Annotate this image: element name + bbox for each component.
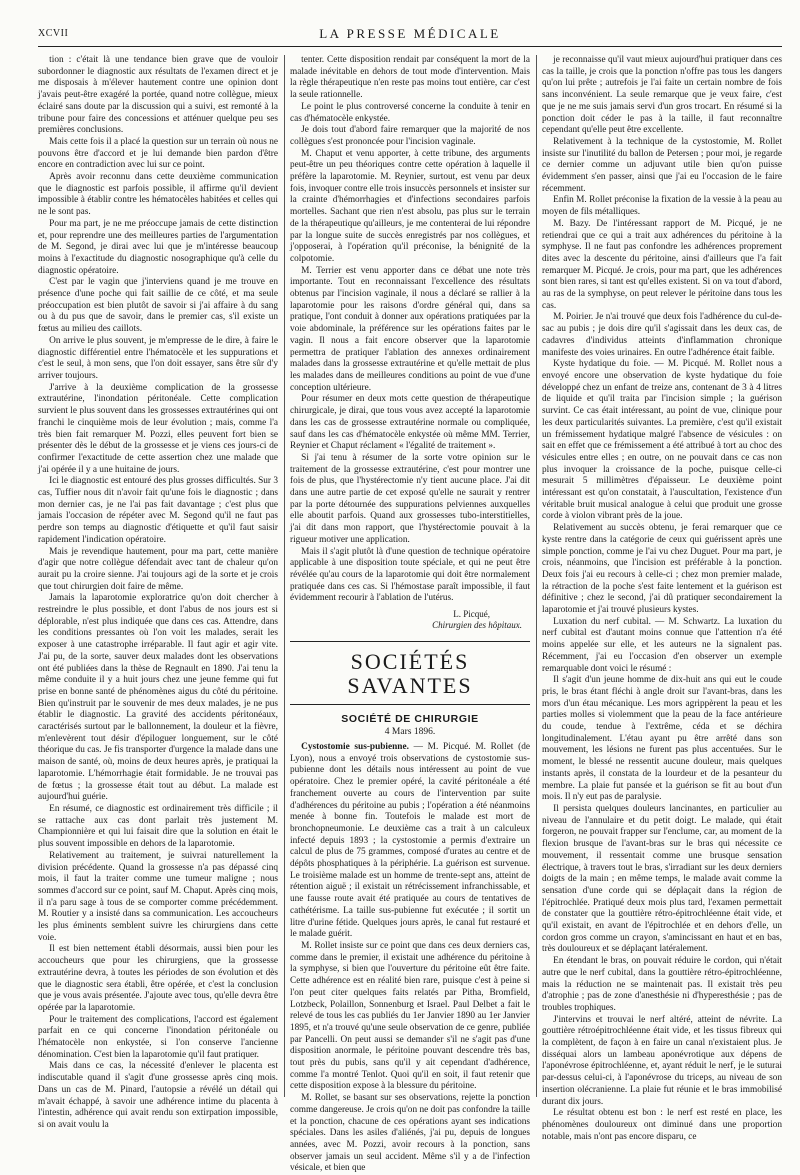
paragraph: Mais il s'agit plutôt là d'une question de technique opératoire applicable à une disposition toute spéciale, et qui ne peut être révélée qu'au cours de la laparotomie qui doit être normalement pratiquée dans ces cas. Si l'hémostase paraît impossible, il faut évidemment recourir à l'ablation de l'utérus. [290,546,530,604]
paragraph: Ici le diagnostic est entouré des plus grosses difficultés. Sur 3 cas, Tuffier nous dit n'avoir fait qu'une fois le diagnostic ; dans mon dernier cas, je ne l'ai pas fait davantage ; c'est plus que jamais l'occasion de répéter avec M. Segond qu'il ne faut pas perdre son temps au diagnostic d'étiquette et qu'il faut saisir rapidement l'indication opératoire. [38,476,279,545]
paragraph: M. Terrier est venu apporter dans ce débat une note très importante. Tout en reconnaissant l'excellence des résultats obtenus par l'incision vaginale, il nous a déclaré se rallier à la laparotomie pour les raisons d'ordre général qui, dans sa pratique, l'ont conduit à donner aux opérations pratiquées par la voie abdominale, la préférence sur les opérations faites par le vagin. Il nous a fait encore observer que la laparotomie permettra de pratiquer l'ablation des annexes ordinairement malades dans la grossesse extrautérine et qu'elle mettait de plus les malades dans de meilleures conditions au point de vue d'une conception ultérieure. [290,265,530,393]
paragraph: tion : c'était là une tendance bien grave que de vouloir subordonner le diagnostic aux résultats de l'examen direct et je me disposais à m'élever hautement contre une opinion dont j'avais peut-être exagéré la portée, quand notre collègue, mieux éclairé sans doute par la discussion qui a suivi, est remonté à la tribune pour faire des concessions et atténuer quelque peu ses premières conclusions. [38,55,278,136]
paragraph: Enfin M. Rollet préconise la fixation de la vessie à la peau au moyen de fils métalliques. [542,195,782,218]
signature-name: L. Picqué, [453,609,490,620]
item-author: — M. Picqué. [408,742,471,753]
journal-title: LA PRESSE MÉDICALE [319,26,501,41]
paragraph: tenter. Cette disposition rendait par conséquent la mort de la malade inévitable en dehors de tout mode d'intervention. Mais la règle thérapeutique n'en reste pas moins tout entière, car c'est la seule rationnelle. [290,55,530,101]
paragraph: Pour ma part, je ne me préoccupe jamais de cette distinction et, pour reprendre une des meilleures parties de l'argumentation de M. Segond, je dirai avec lui que je m'intéresse beaucoup moins à l'exactitude du diagnostic nosographique qu'à celle du diagnostic opératoire. [38,218,278,276]
paragraph: M. Rollet, se basant sur ses observations, rejette la ponction comme dangereuse. Je crois qu'on ne doit pas confondre la taille et la ponction, chacune de ces opérations ayant ses indications spéciales. Dans les asiles d'aliénés, j'ai pu, depuis de longues années, avec M. Pozzi, avoir recours à la ponction, sans observer jamais un seul accident. Même s'il y a de l'infection vésicale, et bien que [290,1093,530,1174]
paragraph: je reconnaisse qu'il vaut mieux aujourd'hui pratiquer dans ces cas la taille, je crois que la ponction n'offre pas tous les dangers qu'on lui prête ; autrefois je l'ai faite un certain nombre de fois sans inconvénient. La seule remarque que je veux faire, c'est que je ne me suis jamais servi d'un gros trocart. En résumé si la ponction doit céder le pas à la taille, il faut reconnaître cependant qu'elle peut être excellente. [542,55,782,136]
paragraph: C'est par le vagin que j'interviens quand je me trouve en présence d'une poche qui fait saillie de ce côté, et ma seule préoccupation est bien plutôt de savoir si j'ai affaire à du sang ou à du pus que de savoir, dans le premier cas, s'il existe un fœtus au milieu des caillots. [38,277,278,335]
paragraph: Mais je revendique hautement, pour ma part, cette manière d'agir que notre collègue défendait avec tant de chaleur qu'on aurait pu la croire sienne. J'ai toujours agi de la sorte et je crois que tout chirurgien doit faire de même. [38,546,278,592]
paragraph: Relativement au succès obtenu, je ferai remarquer que ce kyste rentre dans la catégorie de ceux qui guérissent après une simple ponction, comme je l'ai vu chez Duguet. Pour ma part, je crois, néanmoins, que l'incision est préférable à la ponction. Deux fois j'ai eu recours à celle-ci ; chez mon premier malade, la rétraction de la poche s'est faite lentement et la guérison est définitive ; chez le second, j'ai dû pratiquer secondairement la laparotomie et j'ai trouvé plusieurs kystes. [542,523,782,616]
paragraph: M. Rollet insiste sur ce point que dans ces deux derniers cas, comme dans le premier, il existait une adhérence du péritoine à la symphyse, si bien que l'ouverture du péritoine eût être faite. Cette adhérence est en réalité bien rare, puisque c'est à peine si l'on peut citer quelques faits relatés par Pitha, Bromfield, Lotzbeck, Polaillon, Sonnenburg et Israel. Paul Delbet a fait le relevé de tous les cas publiés du 1er Janvier 1890 au 1er Janvier 1895, et n'a trouvé qu'une seule observation de ce genre, publiée par Pancelli. On peut aussi se demander s'il ne s'agit pas d'une disposition anormale, le péritoine pouvant descendre très bas, tout près du pubis, sans qu'il y ait cependant d'adhérence, comme l'a montré Tenlot. Quoi qu'il en soit, il faut retenir que cette disposition expose à la blessure du péritoine. [290,941,530,1092]
paragraph: Le point le plus controversé concerne la conduite à tenir en cas d'hématocèle enkystée. [290,101,530,124]
paragraph: Jamais la laparotomie exploratrice qu'on doit chercher à restreindre le plus possible, et dont l'abus de nos jours est si déplorable, n'est plus indiquée que dans ces cas. Attendre, dans les conditions pressantes où l'on voit les malades, serait les exposer à une catastrophe irréparable. Il faut agir et agir vite. J'ai pu, de la sorte, sauver deux malades dont les observations ont été publiées dans la thèse de Regnault en 1890. J'ai tenu la même conduite il y a huit jours chez une jeune femme qui fut prise en bonne santé de phénomènes aigus du côté du péritoine. Bien qu'instruit par le souvenir de mes deux malades, je ne pus établir le diagnostic. La gravité des accidents péritonéaux, caractérisés surtout par le ballonnement, la douleur et la fièvre, m'enlevèrent tout désir d'épiloguer longuement, sur le côté théorique du cas. Je fis transporter d'urgence la malade dans une maison de santé, où, moins de deux heures après, je pratiquai la laparotomie. L'hémorrhagie était formidable. Je ne trouvai pas de fœtus ; la grossesse était tout au début. La malade est aujourd'hui guérie. [38,593,278,803]
paragraph: Relativement à la technique de la cystostomie, M. Rollet insiste sur l'inutilité du ballon de Petersen ; pour moi, je regarde ce dernier comme un adjuvant utile bien qu'on puisse évidemment s'en passer, ainsi que j'ai eu l'occasion de le faire récemment. [542,136,782,194]
paragraph: Si j'ai tenu à résumer de la sorte votre opinion sur le traitement de la grossesse extrautérine, c'est pour montrer une fois de plus, que l'hystérectomie n'y tient aucune place. J'ai dit dans une autre partie de cet exposé qu'elle ne saurait y rentrer par la porte détournée des suppurations pelviennes auxquelles elle aboutit parfois. Quand aux grossesses tubo-interstitielles, j'ai dit dans mon rapport, que l'hystérectomie pouvait à la rigueur motiver une application. [290,452,530,545]
paragraph: Je dois tout d'abord faire remarquer que la majorité de nos collègues s'est prononcée pour l'incision vaginale. [290,125,530,147]
paragraph: Mais cette fois il a placé la question sur un terrain où nous ne pouvons être d'accord et je lui demande bien pardon d'être encore en contradiction avec lui sur ce point. [38,136,278,171]
paragraph: Le résultat obtenu est bon : le nerf est resté en place, les phénomènes douloureux ont diminué dans une proportion notable, mais n'ont pas encore disparu, ce [542,1108,782,1142]
column-left [38,55,279,1130]
column-rule [536,55,537,1097]
paragraph: Après avoir reconnu dans cette deuxième communication que le diagnostic est parfois possible, il affirme qu'il devient impossible à établir contre les hématocèles habitées et celles qui ne le sont pas. [38,172,278,218]
column-rule [284,55,285,1097]
paragraph: M. Bazy. De l'intéressant rapport de M. Picqué, je ne retiendrai que ce qui a trait aux adhérences du péritoine à la symphyse. Il ne faut pas confondre les adhérences proprement dites avec la descente du péritoine, ainsi d'ailleurs que l'a fait remarquer M. Picqué. Je crois, pour ma part, que les adhérences sont bien rares, si tant est qu'elles existent. Si on va tout d'abord, au ras de la symphyse, on peut relever le péritoine dans tous les cas. [542,218,782,311]
page-number: XCVII [38,28,69,39]
paragraph: M. Poirier. Je n'ai trouvé que deux fois l'adhérence du cul-de-sac au pubis ; je dois dire qu'il s'agissait dans les deux cas, de cadavres d'individus atteints d'inflammation chronique manifeste des voies urinaires. En outre l'adhérence était faible. [542,312,782,358]
paragraph: Pour le traitement des complications, l'accord est également parfait en ce qui concerne l'inondation péritonéale ou l'hématocèle non enkystée, si l'on conserve l'ancienne dénomination. C'est bien la laparotomie qu'il faut pratiquer. [38,1014,278,1060]
paragraph: M. Chaput et venu apporter, à cette tribune, des arguments peut-être un peu théoriques contre cette opération à laquelle il préfère la laparotomie. M. Reynier, surtout, est venu par deux fois, invoquer contre elle trois insuccès personnels et insister sur la crainte d'hémorrhagies et d'infections secondaires parfois mortelles. Sachant que rien n'est absolu, pas plus sur le terrain de la thérapeutique qu'ailleurs, je me contenterai de lui répondre par la longue suite de succès enregistrés par nos collègues, et j'opposerai, à l'opération qu'il préconise, la bénignité de la colpotomie. [290,148,530,264]
paragraph: En étendant le bras, on pouvait réduire le cordon, qui n'était autre que le nerf cubital, dans la gouttière rétro-épitrochléenne, mais la réduction ne se maintenait pas. Il existait très peu d'atrophie ; pas de zone d'anesthésie ni d'hyperesthésie ; pas de troubles trophiques. [542,956,782,1013]
paragraph: Kyste hydatique du foie. — M. Picqué. M. Rollet nous a envoyé encore une observation de kyste hydatique du foie développé chez un enfant de treize ans, contenant de 3 à 4 litres de liquide et qu'il traita par l'incision simple ; la guérison survint. Ce cas était intéressant, au point de vue, clinique pour les deux particularités suivantes. La première, c'est qu'il existait un frémissement hydatique malgré l'absence de vésicules : on sait en effet que ce frémissement a été attribué à tort au choc des vésicules entre elles ; en outre, on ne pouvait dans ce cas non plus invoquer la croissance de la poche, puisque celle-ci mesurait 5 millimètres d'épaisseur. Le deuxième point intéressant est qu'on constatait, à l'auscultation, l'existence d'un véritable bruit musical analogue à celui que produit une grosse corde à violon vibrant près de la joue. [542,359,782,522]
paragraph: Luxation du nerf cubital. — M. Schwartz. La luxation du nerf cubital est d'autant moins connue que l'attention n'a été moins appelée sur elle, et les auteurs ne la signalent pas. Récemment, j'ai eu l'occasion d'en observer un exemple remarquable dont voici le résumé : [542,616,782,674]
paragraph: Pour résumer en deux mots cette question de thérapeutique chirurgicale, je dirai, que tous vous avez accepté la laparotomie dans les cas de grossesse extrautérine normale ou compliquée, sauf dans les cas d'hématocèle enkystée où même MM. Terrier, Reynier et Chaput réclament « l'égalité de traitement ». [290,394,530,452]
paragraph: J'intervins et trouvai le nerf altéré, atteint de névrite. La gouttière rétroépitrochléenne était vide, et les tissus fibreux qui la complètent, de façon à en faire un canal n'existaient plus. Je disséquai alors un lambeau aponévrotique aux dépens de l'aponévrose épitrochléenne, et, ayant réduit le nerf, je le suturai par-dessus celui-ci, à l'aponévrose du triceps, au niveau de son insertion olécranienne. La plaie fut réunie et le bras immobilisé durant dix jours. [542,1014,782,1107]
paragraph: Il est bien nettement établi désormais, aussi bien pour les accoucheurs que pour les chirurgiens, que la grossesse extrautérine devra, à toutes les périodes de son évolution et dès que le diagnostic sera établi, être opérée, et c'est la conclusion que je vous avais présentée. J'ajoute avec tous, qu'elle devra être opérée par la laparotomie. [38,944,278,1013]
column-right [542,55,782,1142]
running-head [38,26,782,47]
report-item [290,742,530,941]
author-signature [290,609,530,631]
paragraph: Mais dans ce cas, la nécessité d'enlever le placenta est indiscutable quand il s'agit d'une grossesse après cinq mois. Dans un cas de M. Pinard, l'autopsie a révélé un détail qui m'avait échappé, à savoir une adhérence intime du placenta à l'intestin, adhérence qui avait rendu son extirpation impossible, si on avait voulu la [38,1061,278,1130]
paragraph: Il persista quelques douleurs lancinantes, en particulier au niveau de l'annulaire et du petit doigt. Le malade, qui était forgeron, ne pouvait frapper sur l'enclume, car, au moment de la flexion brusque de l'avant-bras sur le bras qui nécessite ce mouvement, il ressentait comme une brusque sensation électrique, à travers tout le bras, s'irradiant sur les deux derniers doigts de la main ; en même temps, le malade avait comme la sensation d'une corde qui se déplaçait dans la région de l'épitrochlée. Pratiqué deux mois plus tard, l'examen permettait de constater que la gouttière rétro-épitrochléenne était vide, et qu'il existait, en avant de l'épitrochlée et en dehors d'elle, un cordon gros comme un crayon, s'amincissant en haut et en bas, très douloureux et se déplaçant latéralement. [542,804,782,955]
column-middle [290,55,530,1174]
columns [38,55,782,1174]
session-date: 4 Mars 1896. [384,727,436,738]
paragraph: On arrive le plus souvent, je m'empresse de le dire, à faire le diagnostic différentiel entre l'hématocèle et les suppurations et c'est le seul, à mon sens, que l'on doit essayer, sans être sûr d'y arriver toujours. [38,335,278,381]
item-title: Cystostomie sus-pubienne. [301,742,409,753]
paragraph: En résumé, ce diagnostic est ordinairement très difficile ; il se rattache aux cas dont parlait très justement M. Championnière et qui lui faisait dire que la solution en était le plus souvent impossible en dehors de la laparotomie. [38,804,278,850]
section-title: SOCIÉTÉS SAVANTES [290,641,530,705]
paragraph: Il s'agit d'un jeune homme de dix-huit ans qui eut le coude pris, le bras étant fléchi à angle droit sur l'avant-bras, dans les mors d'un étau mécanique. Les mors agrippèrent la peau et les parties molles si violemment que la peau de la face antérieure du coude, tendue à l'extrême, céda et se déchira longitudinalement. L'étau ayant pu être arrêté dans son mouvement, les lésions ne furent pas plus accentuées. Sur le moment, le blessé ne ressentit aucune douleur, mais quelques instants après, il constata de la lourdeur et de la pesanteur du membre. La plaie fut pansée et la guérison se fit au bout d'un mois. Il n'y eut pas de paralysie. [542,675,782,803]
item-text: M. Rollet (de Lyon), nous a envoyé trois observations de cystostomie sus-pubienne dont les détails nous intéressent au point de vue opératoire. Chez le premier opéré, la cavité péritonéale a été franchement ouverte au cours de l'intervention par suite d'adhérences du péritoine au pubis ; l'opération a été néanmoins menée à bonne fin. Toutefois le malade est mort de bronchopneumonie. Le deuxième cas a trait à un calculeux infecté depuis 1893 ; la cystostomie a permis d'extraire un calcul de plus de 75 grammes, composé d'urates au centre et de dépôts phosphatiques à la périphérie. La guérison est survenue. Le troisième malade est un homme de trente-sept ans, atteint de rétention aiguë ; il existait un rétrécissement infranchissable, et une fausse route avait été pratiquée au cours de tentatives de cathétérisme. La taille sus-pubienne fut exécutée ; il sortit un litre d'urine fétide. Quelques jours après, le canal fut restauré et le malade guérit. [290,742,530,940]
paragraph: J'arrive à la deuxième complication de la grossesse extrautérine, l'inondation péritonéale. Cette complication survient le plus souvent dans les grossesses extrautérines qui ont franchi le cinquième mois de leur évolution ; mais, comme l'a très bien fait remarquer M. Pozzi, elles peuvent fort bien se présenter dès le début de la grossesse et je viens ces jours-ci de confirmer l'exactitude de cette assertion chez une malade que j'ai opérée il y a une huitaine de jours. [38,382,278,475]
paragraph: Relativement au traitement, je suivrai naturellement la division précédente. Quand la grossesse n'a pas dépassé cinq mois, il faut la traiter comme une tumeur maligne ; nous sommes d'accord sur ce point, sauf M. Chaput. Après cinq mois, il n'a paru sage à tous de se comporter comme précédemment. M. Routier y a insisté dans sa communication. Les accoucheurs les plus éminents semblent suivre les chirurgiens dans cette voie. [38,850,278,943]
signature-role: Chirurgien des hôpitaux. [432,620,522,631]
subsection-title: SOCIÉTÉ DE CHIRURGIE [341,713,479,726]
